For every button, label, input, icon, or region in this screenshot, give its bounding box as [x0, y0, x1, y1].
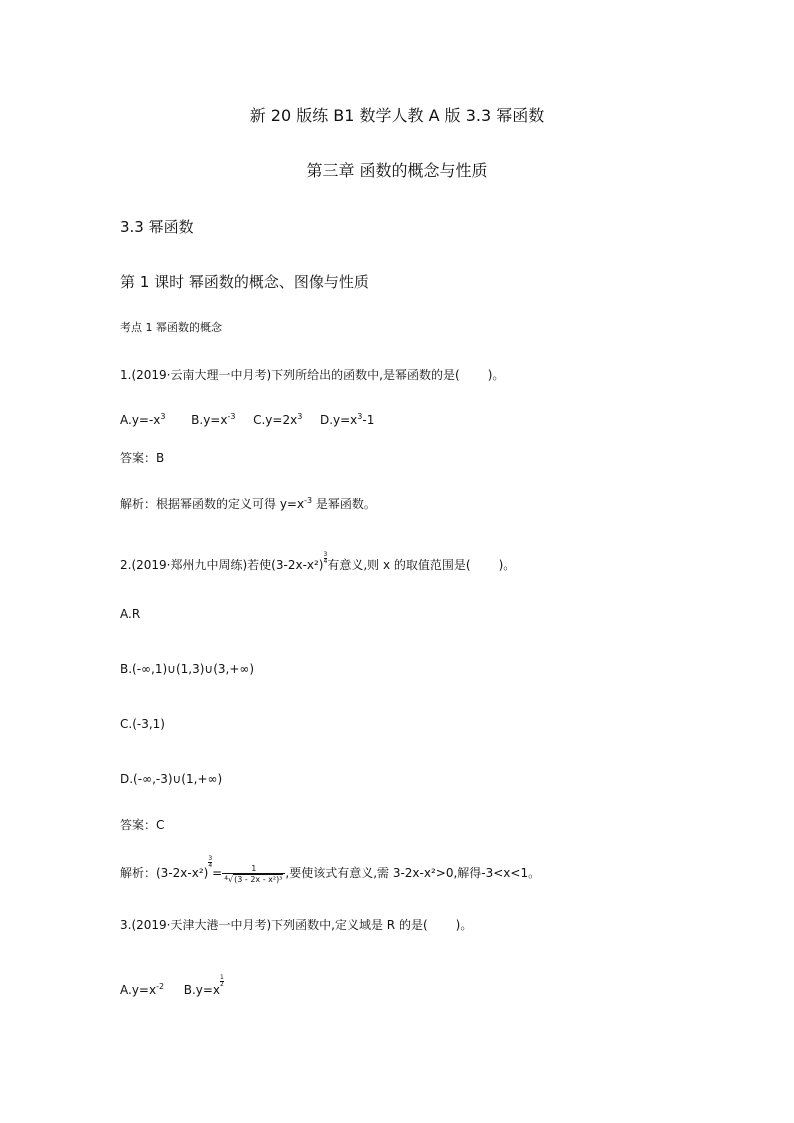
question-2-answer: 答案：C: [120, 818, 165, 832]
question-2-option-a: A.R: [120, 607, 141, 621]
document-title: 新 20 版练 B1 数学人教 A 版 3.3 幂函数: [249, 106, 545, 125]
section-title: 3.3 幂函数: [120, 218, 194, 236]
question-2-option-c: C.(-3,1): [120, 717, 165, 731]
question-3-source: 天津大港一中月考: [170, 918, 267, 932]
question-1-analysis: 解析：根据幂函数的定义可得 $y=x^{-3}$ 是幂函数。: [120, 496, 376, 511]
question-1-source: 云南大理一中月考: [170, 368, 267, 382]
exponent-fraction: $\frac{3}{4}$: [323, 551, 328, 565]
topic-heading: 考点 1 幂函数的概念: [120, 321, 222, 334]
option-b: $B.y=x^{-3}$: [191, 412, 236, 427]
question-2-option-b: B.(-∞,1)∪(1,3)∪(3,+∞): [120, 662, 255, 676]
question-1-stem: 1.(2019·云南大理一中月考)下列所给出的函数中,是幂函数的是( )。: [120, 368, 505, 382]
lesson-title: 第 1 课时 幂函数的概念、图像与性质: [120, 273, 369, 291]
analysis-fraction: $\frac{1}{^4√(3 - 2x - x^2)^3}$: [222, 864, 285, 884]
option-b: B.y=x $\frac{1}{2}$: [183, 974, 224, 997]
question-1-options: [120, 412, 374, 428]
question-3-options: [120, 975, 224, 998]
chapter-title: 第三章 函数的概念与性质: [306, 161, 488, 180]
question-1-answer: 答案：B: [120, 451, 165, 465]
option-c: $C.y=2x^3$: [253, 412, 303, 427]
question-2-stem: 2.(2019·郑州九中周练)若使(3-2x-x²) $\frac{3}{4}$ 有意义,则 x 的取值范围是( )。: [120, 551, 516, 572]
option-a: $A.y=x^{-2}$: [120, 982, 165, 997]
question-2-analysis: 解析：(3-2x-x²) $\frac{3}{4}$ = $\frac{1}{^4√(3 - 2x - x^2)^3}$ ,要使该式有意义,需 3-2x-x²>0,解得-3<x<1。: [120, 855, 541, 884]
question-3-stem: 3.(2019·天津大港一中月考)下列函数中,定义域是 R 的是( )。: [120, 918, 473, 932]
option-d: $D.y=x^3-1$: [319, 412, 375, 427]
question-2-option-d: D.(-∞,-3)∪(1,+∞): [120, 772, 223, 786]
question-2-source: 郑州九中周练: [170, 558, 243, 572]
option-a: $A.y=-x^3$: [120, 412, 166, 427]
